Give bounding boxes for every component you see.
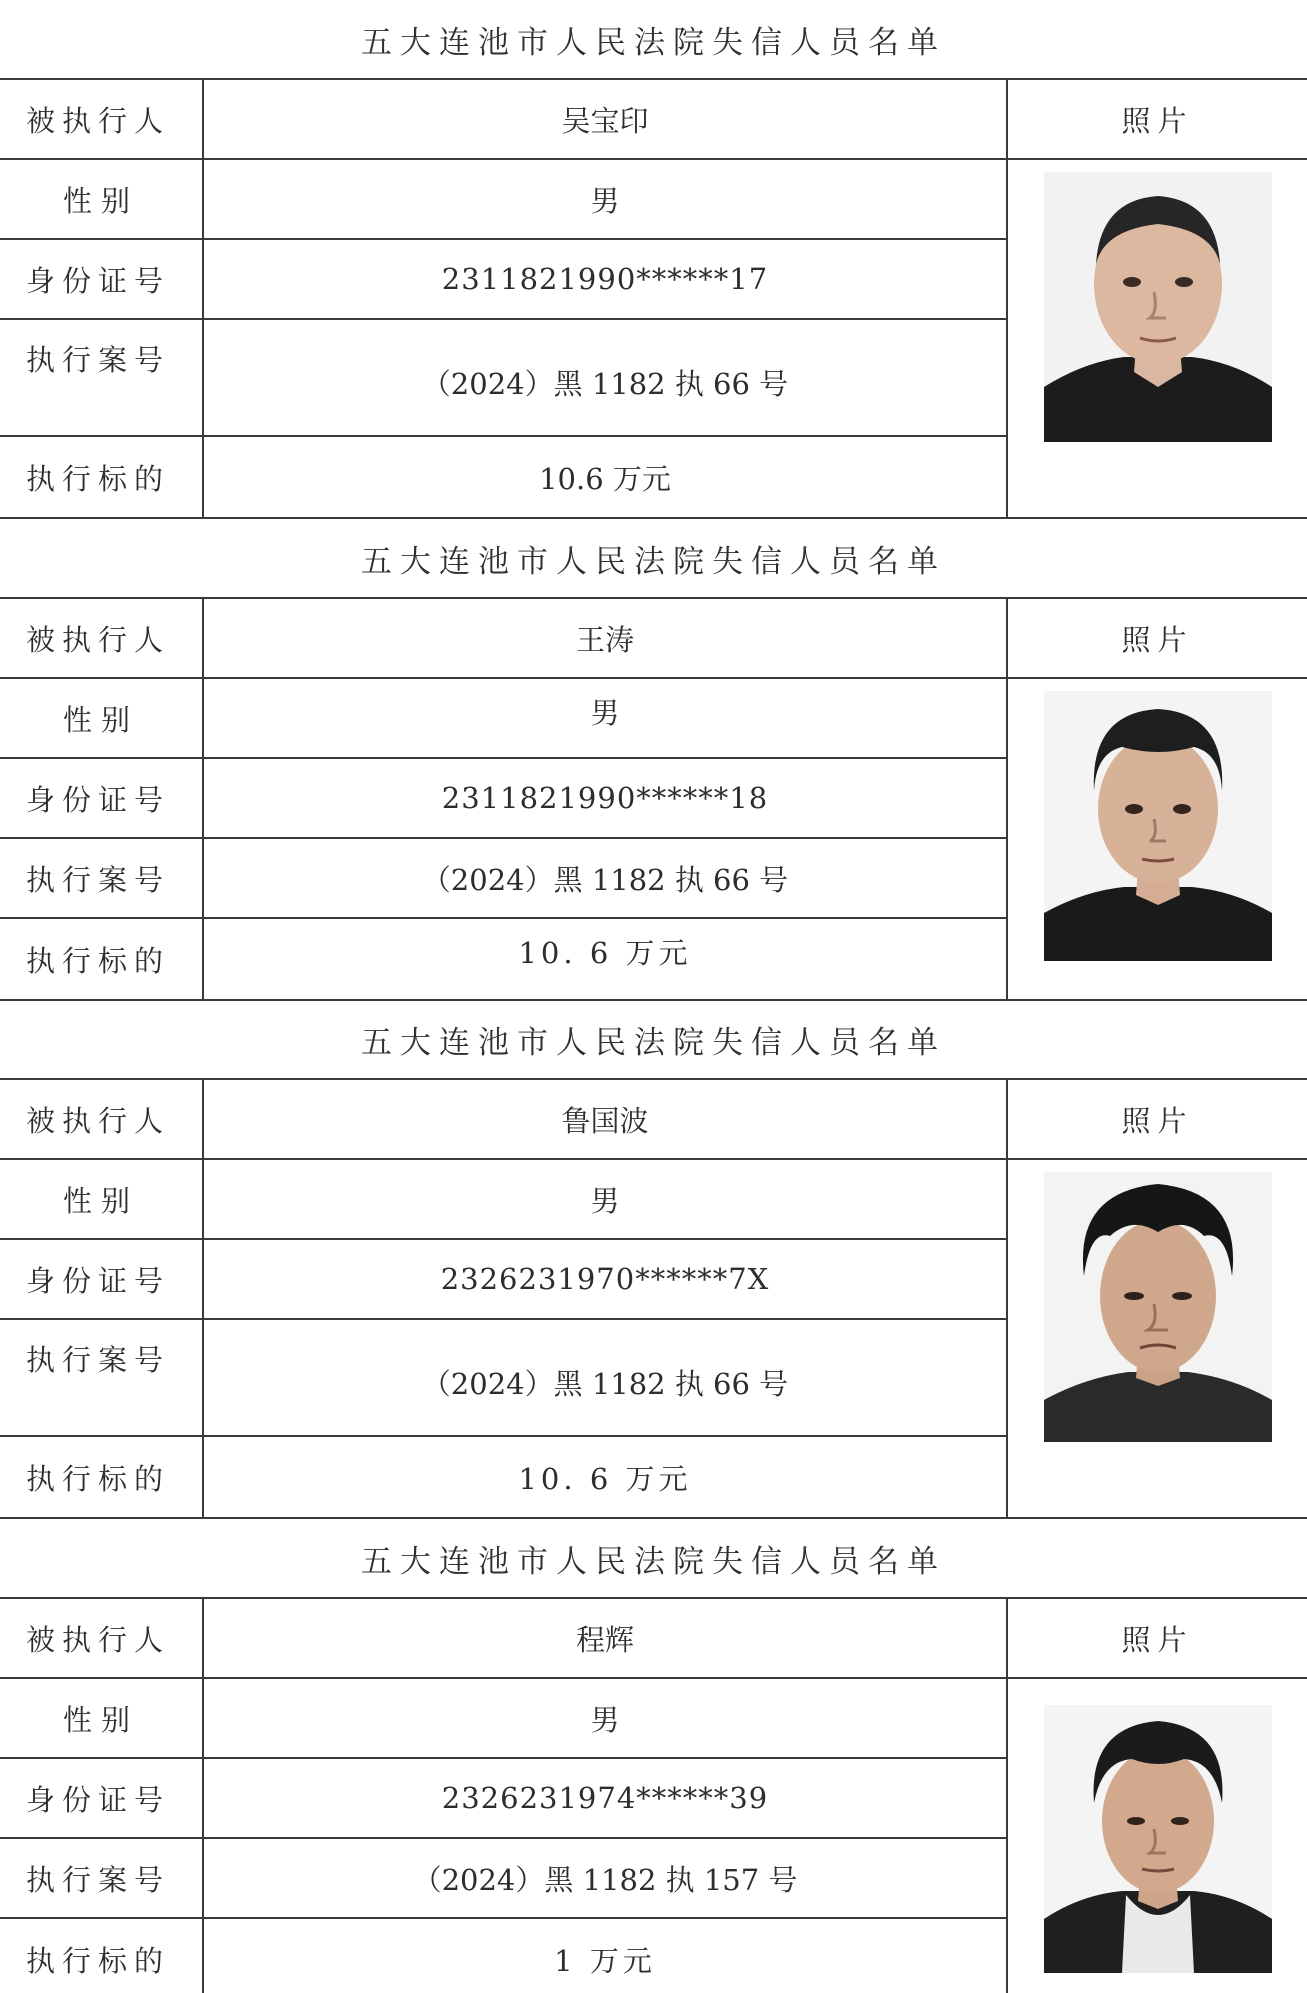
- label-id: 身份证号: [0, 1759, 204, 1839]
- record-table: [0, 80, 1307, 519]
- label-case: 执行案号: [0, 1839, 204, 1919]
- record-title: 五大连池市人民法院失信人员名单: [0, 1000, 1307, 1080]
- record-table: [0, 599, 1307, 1001]
- value-id: 2311821990******18: [204, 759, 1008, 839]
- label-amount: 执行标的: [0, 1437, 204, 1517]
- portrait-photo: [1044, 1705, 1272, 1973]
- photo-cell: [1008, 1679, 1307, 1993]
- value-id: 2326231970******7X: [204, 1240, 1008, 1320]
- photo-cell: [1008, 679, 1307, 999]
- label-name: 被执行人: [0, 599, 204, 679]
- value-amount: 1 万元: [204, 1919, 1008, 1993]
- record-title: 五大连池市人民法院失信人员名单: [0, 1519, 1307, 1599]
- value-name: 程辉: [204, 1599, 1008, 1679]
- record-table: [0, 1080, 1307, 1519]
- value-gender: 男: [204, 1679, 1008, 1759]
- label-amount: 执行标的: [0, 919, 204, 999]
- label-case: 执行案号: [0, 320, 204, 437]
- value-case: （2024）黑 1182 执 66 号: [204, 1320, 1008, 1437]
- record-title: 五大连池市人民法院失信人员名单: [0, 0, 1307, 80]
- value-name: 鲁国波: [204, 1080, 1008, 1160]
- portrait-image: [1044, 1172, 1272, 1442]
- value-amount: 10. 6 万元: [204, 1437, 1008, 1517]
- value-case: （2024）黑 1182 执 157 号: [204, 1839, 1008, 1919]
- value-gender: 男: [204, 679, 1008, 759]
- label-id: 身份证号: [0, 759, 204, 839]
- value-name: 王涛: [204, 599, 1008, 679]
- portrait-image: [1044, 1705, 1272, 1973]
- label-amount: 执行标的: [0, 1919, 204, 1993]
- value-gender: 男: [204, 1160, 1008, 1240]
- value-amount: 10.6 万元: [204, 437, 1008, 517]
- portrait-photo: [1044, 1172, 1272, 1442]
- value-name: 吴宝印: [204, 80, 1008, 160]
- label-name: 被执行人: [0, 80, 204, 160]
- portrait-photo: [1044, 691, 1272, 961]
- value-id: 2326231974******39: [204, 1759, 1008, 1839]
- label-photo: 照片: [1008, 1080, 1307, 1160]
- label-case: 执行案号: [0, 1320, 204, 1437]
- label-photo: 照片: [1008, 80, 1307, 160]
- label-amount: 执行标的: [0, 437, 204, 517]
- portrait-photo: [1044, 172, 1272, 442]
- record-title: 五大连池市人民法院失信人员名单: [0, 519, 1307, 599]
- portrait-image: [1044, 172, 1272, 442]
- photo-cell: [1008, 1160, 1307, 1517]
- label-case: 执行案号: [0, 839, 204, 919]
- label-gender: 性别: [0, 679, 204, 759]
- label-gender: 性别: [0, 160, 204, 240]
- value-case: （2024）黑 1182 执 66 号: [204, 839, 1008, 919]
- label-id: 身份证号: [0, 1240, 204, 1320]
- label-photo: 照片: [1008, 1599, 1307, 1679]
- record-table: [0, 1599, 1307, 1993]
- label-name: 被执行人: [0, 1599, 204, 1679]
- label-gender: 性别: [0, 1679, 204, 1759]
- label-name: 被执行人: [0, 1080, 204, 1160]
- value-case: （2024）黑 1182 执 66 号: [204, 320, 1008, 437]
- label-photo: 照片: [1008, 599, 1307, 679]
- photo-cell: [1008, 160, 1307, 517]
- label-gender: 性别: [0, 1160, 204, 1240]
- portrait-image: [1044, 691, 1272, 961]
- value-id: 2311821990******17: [204, 240, 1008, 320]
- label-id: 身份证号: [0, 240, 204, 320]
- value-gender: 男: [204, 160, 1008, 240]
- value-amount: 10. 6 万元: [204, 919, 1008, 999]
